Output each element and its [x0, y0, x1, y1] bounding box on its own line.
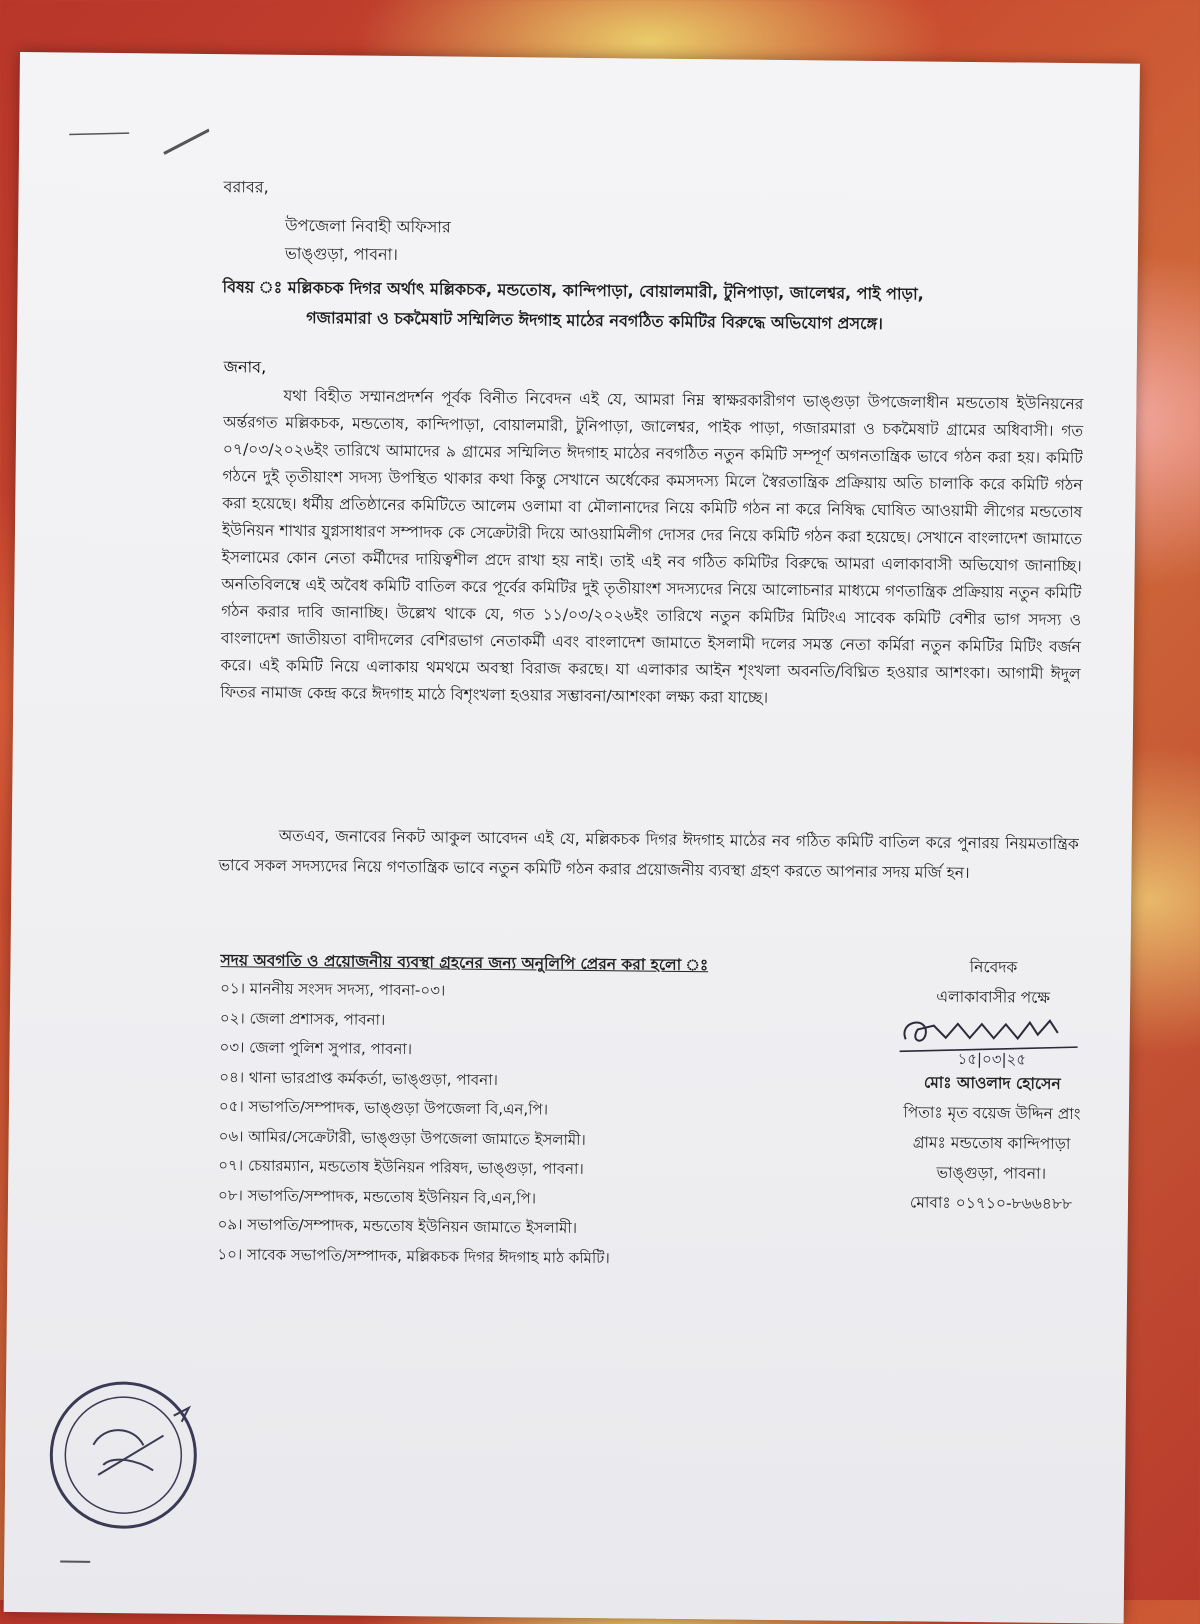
sender-block: [866, 951, 1119, 1220]
cc-item: ০১। মাননীয় সংসদ সদস্য, পাবনা-০৩।: [220, 979, 446, 1000]
sender-behalf: এলাকাবাসীর পক্ষে: [936, 987, 1051, 1007]
office-seal-stamp: [42, 1374, 204, 1536]
signature-date: ১৫|০৩|২৫: [957, 1049, 1027, 1069]
cc-item: ১০। সাবেক সভাপতি/সম্পাদক, মল্লিকচক দিগর ঈদগাহ মাঠ কমিটি।: [217, 1244, 610, 1267]
cc-list: [217, 974, 820, 1275]
cc-heading: সদয় অবগতি ও প্রয়োজনীয় ব্যবস্থা গ্রহনের জন্য অনুলিপি প্রেরন করা হলো ঃ: [220, 951, 709, 975]
dash-mark: [60, 1561, 90, 1563]
pen-stroke-mark: [69, 123, 209, 164]
to-place: ভাঙ্গুড়া, পাবনা।: [284, 243, 399, 264]
sender-label: নিবেদক: [969, 957, 1018, 977]
signature-scribble: [887, 1011, 1098, 1069]
to-office: উপজেলা নিবাহী অফিসার: [285, 215, 451, 237]
sender-name: মোঃ আওলাদ হোসেন: [923, 1073, 1061, 1093]
sender-upazila: ভাঙ্গুড়া, পাবনা।: [936, 1163, 1047, 1183]
sender-village: গ্রামঃ মন্ডতোষ কান্দিপাড়া: [912, 1133, 1071, 1154]
cc-item: ০৭। চেয়ারম্যান, মন্ডতোষ ইউনিয়ন পরিষদ, ভাঙ্গুড়া, পাবনা।: [218, 1156, 584, 1178]
to-label: বরাবর,: [223, 177, 269, 197]
recipient-address: [223, 174, 452, 269]
sender-father: পিতাঃ মৃত বয়েজ উদ্দিন প্রাং: [903, 1103, 1081, 1124]
cc-item: ০৩। জেলা পুলিশ সুপার, পাবনা।: [219, 1038, 413, 1059]
subject-line-2: গজারমারা ও চকমৈষাট সম্মিলিত ঈদগাহ মাঠের নবগঠিত কমিটির বিরুদ্ধে অভিযোগ প্রসঙ্গে।: [306, 308, 883, 334]
cc-item: ০৬। আমির/সেক্রেটারী, ভাঙ্গুড়া উপজেলা জামাতে ইসলামী।: [218, 1126, 586, 1149]
signature: [867, 1011, 1118, 1070]
body-paragraph-1: [220, 382, 1083, 715]
cc-item: ০৯। সভাপতি/সম্পাদক, মন্ডতোষ ইউনিয়ন জামাতে ইসলামী।: [217, 1215, 578, 1237]
sender-mobile: মোবাঃ ০১৭১০-৮৬৬৪৮৮: [909, 1193, 1073, 1214]
subject-line-1: বিষয় ঃ মল্লিকচক দিগর অর্থাৎ মল্লিকচক, মন্ডতোষ, কান্দিপাড়া, বোয়ালমারী, টুনিপাড়া, জালেশ্বর, পাই পাড়া,: [222, 277, 924, 304]
cc-item: ০৪। থানা ভারপ্রাপ্ত কর্মকর্তা, ভাঙ্গুড়া, পাবনা।: [219, 1067, 498, 1089]
cc-item: ০৫। সভাপতি/সম্পাদক, ভাঙ্গুড়া উপজেলা বি,এন,পি।: [218, 1097, 549, 1119]
letter-paper: [4, 52, 1140, 1624]
subject: [222, 272, 1063, 342]
body-paragraph-2: [218, 820, 1079, 889]
cc-item: ০২। জেলা প্রশাসক, পাবনা।: [219, 1008, 386, 1029]
cc-item: ০৮। সভাপতি/সম্পাদক, মন্ডতোষ ইউনিয়ন বি,এন,পি।: [217, 1185, 537, 1207]
salutation: জনাব,: [223, 357, 267, 377]
body-paragraph-1-text: যথা বিহীত সম্মানপ্রদর্শন পূর্বক বিনীত নিবেদন এই যে, আমরা নিম্ন স্বাক্ষরকারীগণ ভাঙ্গুড়া উপজেলাধীন মন্ডতোষ ইউনিয়নের অর্ন্তরগত মল্লিকচক, মন্ডতোষ, কান্দিপাড়া, বোয়ালমারী, টুনিপাড়া, জালেশ্বর, পাইক পাড়া, গজারমারা ও চকমৈষাট গ্রামের অধিবাসী। গত ০৭/০৩/২০২৬ইং তারিখে আমাদের ৯ গ্রামের সম্মিলিত ঈদগাহ মাঠের নবগঠিত নতুন কমিটি সম্পূর্ণ অগনতান্ত্রিক ভাবে গঠন করা হয়। কমিটি গঠনে দুই তৃতীয়াংশ সদস্য উপস্থিত থাকার কথা কিন্তু সেখানে অর্ধেকের কমসদস্য মিলে স্বৈরতান্ত্রিক প্রক্রিয়ায় অতি চালাকি করে কমিটি গঠন করা হয়েছে। ধর্মীয় প্রতিষ্ঠানের কমিটিতে আলেম ওলামা বা মৌলানাদের নিয়ে কমিটি গঠন না করে নিষিদ্ধ ঘোষিত আওয়ামী লীগের মন্ডতোষ ইউনিয়ন শাখার যুগ্নসাধারণ সম্পাদক কে সেক্রেটারী দিয়ে আওয়ামিলীগ দোসর দের নিয়ে কমিটি গঠন করা হয়েছে। সেখানে বাংলাদেশ জামাতে ইসলামের কোন নেতা কর্মীদের দায়িত্বশীল প্রদে রাখা হয় নাই। তাই এই নব গঠিত কমিটির বিরুদ্ধে আমরা এলাকাবাসী অভিযোগ জানাচ্ছি। অনতিবিলম্বে এই অবৈধ কমিটি বাতিল করে পূর্বের কমিটির দুই তৃতীয়াংশ সদস্যদের নিয়ে আলোচনার মাধ্যমে গণতান্ত্রিক প্রক্রিয়ায় নতুন কমিটি গঠন করার দাবি জানাচ্ছি। উল্লেখ থাকে যে, গত ১১/০৩/২০২৬ইং তারিখে নতুন কমিটির মিটিংএ সাবেক কমিটি বেশীর ভাগ সদস্য ও বাংলাদেশ জাতীয়তা বাদীদলের বেশিরভাগ নেতাকর্মী এবং বাংলাদেশ জামাতে ইসলামী দলের সমস্ত নেতা কর্মিরা নতুন কমিটির মিটিং বর্জন করে। এই কমিটি নিয়ে এলাকায় থমথমে অবস্থা বিরাজ করছে। যা এলাকার আইন শৃংখলা অবনতি/বিঘ্নিত হওয়ার আশংকা। আগামী ঈদুল ফিতর নামাজ কেন্দ্র করে ঈদগাহ মাঠে বিশৃংখলা হওয়ার সম্ভাবনা/আশংকা লক্ষ্য করা যাচ্ছে।: [220, 386, 1084, 707]
body-paragraph-2-text: অতএব, জনাবের নিকট আকুল আবেদন এই যে, মল্লিকচক দিগর ঈদগাহ মাঠের নব গঠিত কমিটি বাতিল করে পুনারয় নিয়মতান্ত্রিক ভাবে সকল সদস্যদের নিয়ে গণতান্ত্রিক ভাবে নতুন কমিটি গঠন করার প্রয়োজনীয় ব্যবস্থা গ্রহণ করতে আপনার সদয় মর্জি হন।: [218, 826, 1079, 882]
